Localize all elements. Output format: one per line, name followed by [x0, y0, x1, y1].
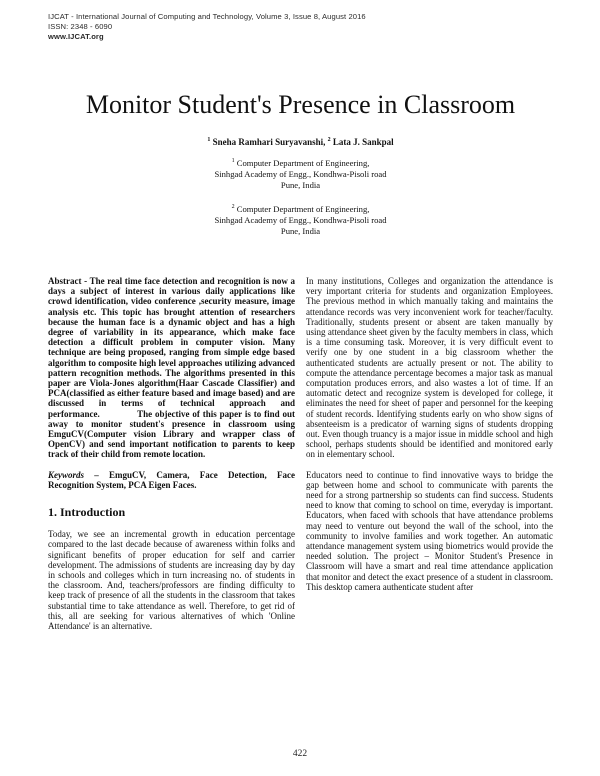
affiliation-2-city: Pune, India: [280, 226, 321, 236]
right-column: [306, 276, 553, 631]
authors-line: [48, 137, 553, 147]
issn-line: ISSN: 2348 - 6090: [48, 22, 113, 31]
affiliation-2-superscript: 2: [231, 204, 235, 211]
author-2-name: Lata J. Sankpal: [330, 137, 394, 147]
affiliation-2-institute: Sinhgad Academy of Engg., Kondhwa-Pisoli road: [214, 215, 387, 225]
affiliation-2: [48, 204, 553, 237]
page-number: 422: [292, 749, 308, 759]
keywords-label: Keywords: [48, 469, 84, 480]
abstract-text: The real time face detection and recognition is now a days a subject of interest in various daily applications like crowd identification, video conference ,security measure, image analysis etc. This topic has brought attention of researchers because the human face is a dynamic object and has a high degree of variability in its appearance, which make face detection a difficult problem in computer vision. Many technique are being proposed, ranging from simple edge based algorithm to composite high level approaches utilizing advanced pattern recognition methods. The algorithms presented in this paper are Viola-Jones algorithm(Haar Cascade Classifier) and PCA(classified as either feature based and image based) and are discussed in terms of technical approach and performance. The objective of this paper is to find out away to monitor student's presence in classroom using EmguCV(Computer vision Library and wrapper class of OpenCV) and send important notification to parents to keep track of their child from remote location.: [48, 276, 295, 460]
right-column-paragraph-2: Educators need to continue to find innovative ways to bridge the gap between home and school to communicate with parents the need for a strong partnership so students can find success. Students need to know that coming to school on time, everyday is important. Educators, when faced with schools that have attendance problems may need to venture out beyond the wall of the school, into the community to involve families and work together. An automatic attendance management system using biometrics would provide the needed solution. The project – Monitor Student's Presence in Classroom will have a smart and real time attendance application that monitor and detect the exact presence of a student in classroom. This desktop camera authenticate student after: [306, 469, 553, 592]
left-column: [48, 276, 295, 631]
author-2-superscript: 2: [327, 137, 331, 143]
abstract-label: Abstract -: [48, 276, 88, 286]
author-1-name: Sneha Ramhari Suryavanshi,: [210, 137, 328, 147]
journal-header: [48, 12, 553, 42]
paper-title: Monitor Student's Presence in Classroom: [85, 90, 516, 119]
journal-title-line: IJCAT - International Journal of Computing and Technology, Volume 3, Issue 8, August 2016: [48, 12, 366, 21]
affiliation-2-dept: $^2$ Computer Department of Engineering,: [231, 204, 370, 214]
keywords: [48, 470, 295, 490]
author-1-superscript: 1: [207, 137, 211, 143]
keywords-text: – EmguCV, Camera, Face Detection, Face Recognition System, PCA Eigen Faces.: [48, 469, 295, 490]
body-columns: [48, 276, 553, 631]
abstract: [48, 276, 295, 460]
affiliation-1-superscript: 1: [231, 158, 235, 165]
journal-url: www.IJCAT.org: [48, 32, 104, 41]
affiliation-1: [48, 158, 553, 191]
affiliation-1-dept: $^1$ Computer Department of Engineering,: [231, 158, 370, 168]
affiliation-1-city: Pune, India: [280, 180, 321, 190]
affiliation-1-institute: Sinhgad Academy of Engg., Kondhwa-Pisoli road: [214, 169, 387, 179]
introduction-paragraph: Today, we see an incremental growth in education percentage compared to the last decade because of awareness within folks and significant benefits of proper education for self and carrier development. The admissions of students are increasing day by day in schools and colleges which in turn increasing no. of students in the classroom. And, teachers/professors are finding difficulty to keep track of presence of all the students in the classroom that takes substantial time to take attendance as well. Therefore, to get rid of this, all are seeking for various alternatives of which 'Online Attendance' is an alternative.: [48, 529, 295, 632]
right-column-paragraph-1: In many institutions, Colleges and organization the attendance is very important criteria for students and organization Employees. The previous method in which manually taking and maintains the attendance records was very inconvenient work for teacher/faculty. Traditionally, students present or absent are taken manually by using attendance sheet given by the faculty members in class, which is a time consuming task. Moreover, it is very difficult event to verify one by one student in a big classroom whether the authenticated students are actually present or not. The ability to compute the attendance percentage becomes a major task as manual computation produces errors, and also wastes a lot of time. If an automatic detect and recognize system is developed for college, it eliminates the need for sheet of paper and personnel for the keeping of student records. Identifying students early on who show signs of absenteeism is a predicator of warning signs of students dropping out. Even though truancy is a major issue in middle school and high school, perhaps students should be identified and monitored early on in elementary school.: [306, 276, 553, 460]
section-1-heading: 1. Introduction: [48, 505, 126, 520]
